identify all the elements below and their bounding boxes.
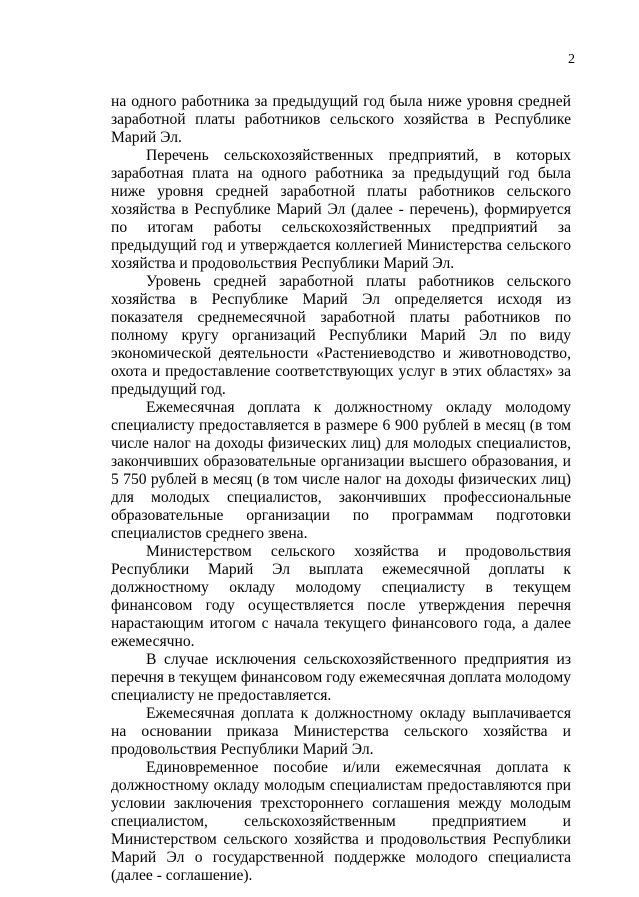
paragraph-monthly-allowance-amount: Ежемесячная доплата к должностному окладу молодому специалисту предоставляется в размере 6 900 рублей в месяц (в том числе налог на доходы физических лиц) для молодых специалистов, закончивших образовательные организации высшего образования, и 5 750 рублей в месяц (в том числе налог на доходы физических лиц) для молодых специалистов, закончивших профессиональные образовательные организации по программам подготовки специалистов среднего звена. — [111, 399, 571, 542]
paragraph-average-salary: Уровень средней заработной платы работников сельского хозяйства в Республике Марий Эл определяется исходя из показателя среднемесячной заработной платы работников по полному кругу организаций Республики Марий Эл по виду экономической деятельности «Растениеводство и животноводство, охота и предоставление соответствующих услуг в этих областях» за предыдущий год. — [111, 273, 571, 398]
paragraph-payment-procedure: Министерством сельского хозяйства и продовольствия Республики Марий Эл выплата ежемесячной доплаты к должностному окладу молодому специалисту в текущем финансовом году осуществляется после утверждения перечня нарастающим итогом с начала текущего финансового года, а далее ежемесячно. — [111, 543, 571, 650]
document-body — [111, 93, 571, 885]
paragraph-payment-basis: Ежемесячная доплата к должностному окладу выплачивается на основании приказа Министерства сельского хозяйства и продовольствия Республики Марий Эл. — [111, 705, 571, 758]
paragraph-agreement: Единовременное пособие и/или ежемесячная доплата к должностному окладу молодым специалистам предоставляются при условии заключения трехстороннего соглашения между молодым специалистом, сельскохозяйственным предприятием и Министерством сельского хозяйства и продовольствия Республики Марий Эл о государственной поддержке молодого специалиста (далее - соглашение). — [111, 759, 571, 884]
paragraph-enterprise-list: Перечень сельскохозяйственных предприятий, в которых заработная плата на одного работника за предыдущий год была ниже уровня средней заработной платы работников сельского хозяйства в Республике Марий Эл (далее - перечень), формируется по итогам работы сельскохозяйственных предприятий за предыдущий год и утверждается коллегией Министерства сельского хозяйства и продовольствия Республики Марий Эл. — [111, 147, 571, 272]
page-number: 2 — [568, 52, 575, 67]
paragraph-continuation: на одного работника за предыдущий год была ниже уровня средней заработной платы работников сельского хозяйства в Республике Марий Эл. — [111, 93, 571, 146]
paragraph-exclusion: В случае исключения сельскохозяйственного предприятия из перечня в текущем финансовом году ежемесячная доплата молодому специалисту не предоставляется. — [111, 651, 571, 704]
